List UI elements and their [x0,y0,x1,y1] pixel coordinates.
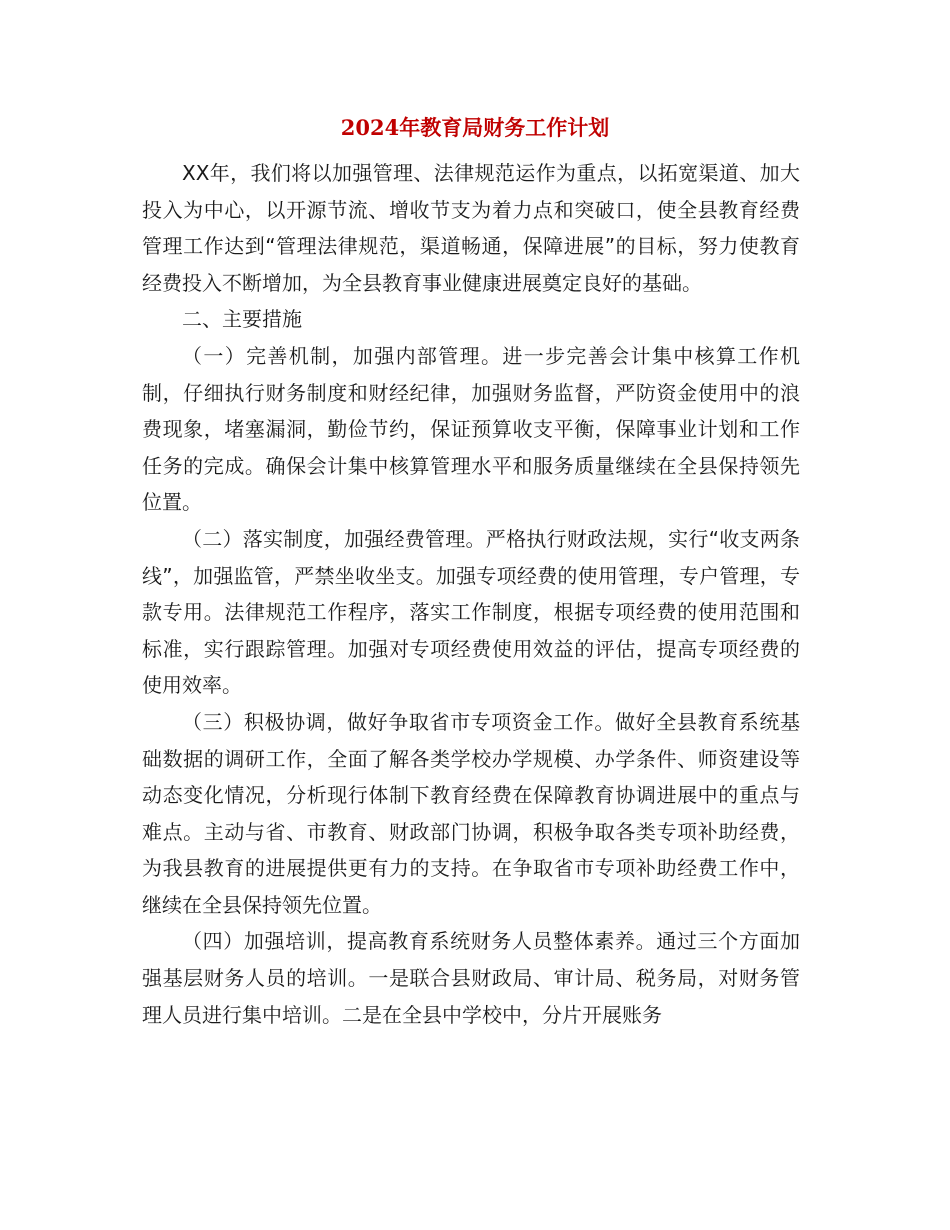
section-heading-main-measures: 二、主要措施 [182,307,302,332]
measure-paragraph-4: （四）加强培训，提高教育系统财务人员整体素养。通过三个方面加强基层财务人员的培训。一是联合县财政局、审计局、税务局，对财务管理人员进行集中培训。二是在全县中学校中，分片开展账务 [142,929,800,1027]
measure-paragraph-3: （三）积极协调，做好争取省市专项资金工作。做好全县教育系统基础数据的调研工作，全面了解各类学校办学规模、办学条件、师资建设等动态变化情况，分析现行体制下教育经费在保障教育协调进展中的重点与难点。主动与省、市教育、财政部门协调，积极争取各类专项补助经费，为我县教育的进展提供更有力的支持。在争取省市专项补助经费工作中，继续在全县保持领先位置。 [142,709,800,917]
measure-paragraph-2: （二）落实制度，加强经费管理。严格执行财政法规，实行“收支两条线”，加强监管，严禁坐收坐支。加强专项经费的使用管理，专户管理，专款专用。法律规范工作程序，落实工作制度，根据专项经费的使用范围和标准，实行跟踪管理。加强对专项经费使用效益的评估，提高专项经费的使用效率。 [142,526,800,698]
document-title: 2024年教育局财务工作计划 [340,115,610,140]
measure-paragraph-1: （一）完善机制，加强内部管理。进一步完善会计集中核算工作机制，仔细执行财务制度和财经纪律，加强财务监督，严防资金使用中的浪费现象，堵塞漏洞，勤俭节约，保证预算收支平衡，保障事业计划和工作任务的完成。确保会计集中核算管理水平和服务质量继续在全县保持领先位置。 [142,343,800,515]
document-body [142,155,800,1033]
intro-paragraph: XX年，我们将以加强管理、法律规范运作为重点，以拓宽渠道、加大投入为中心，以开源节流、增收节支为着力点和突破口，使全县教育经费管理工作达到“管理法律规范，渠道畅通，保障进展”的目标，努力使教育经费投入不断增加，为全县教育事业健康进展奠定良好的基础。 [142,161,800,295]
